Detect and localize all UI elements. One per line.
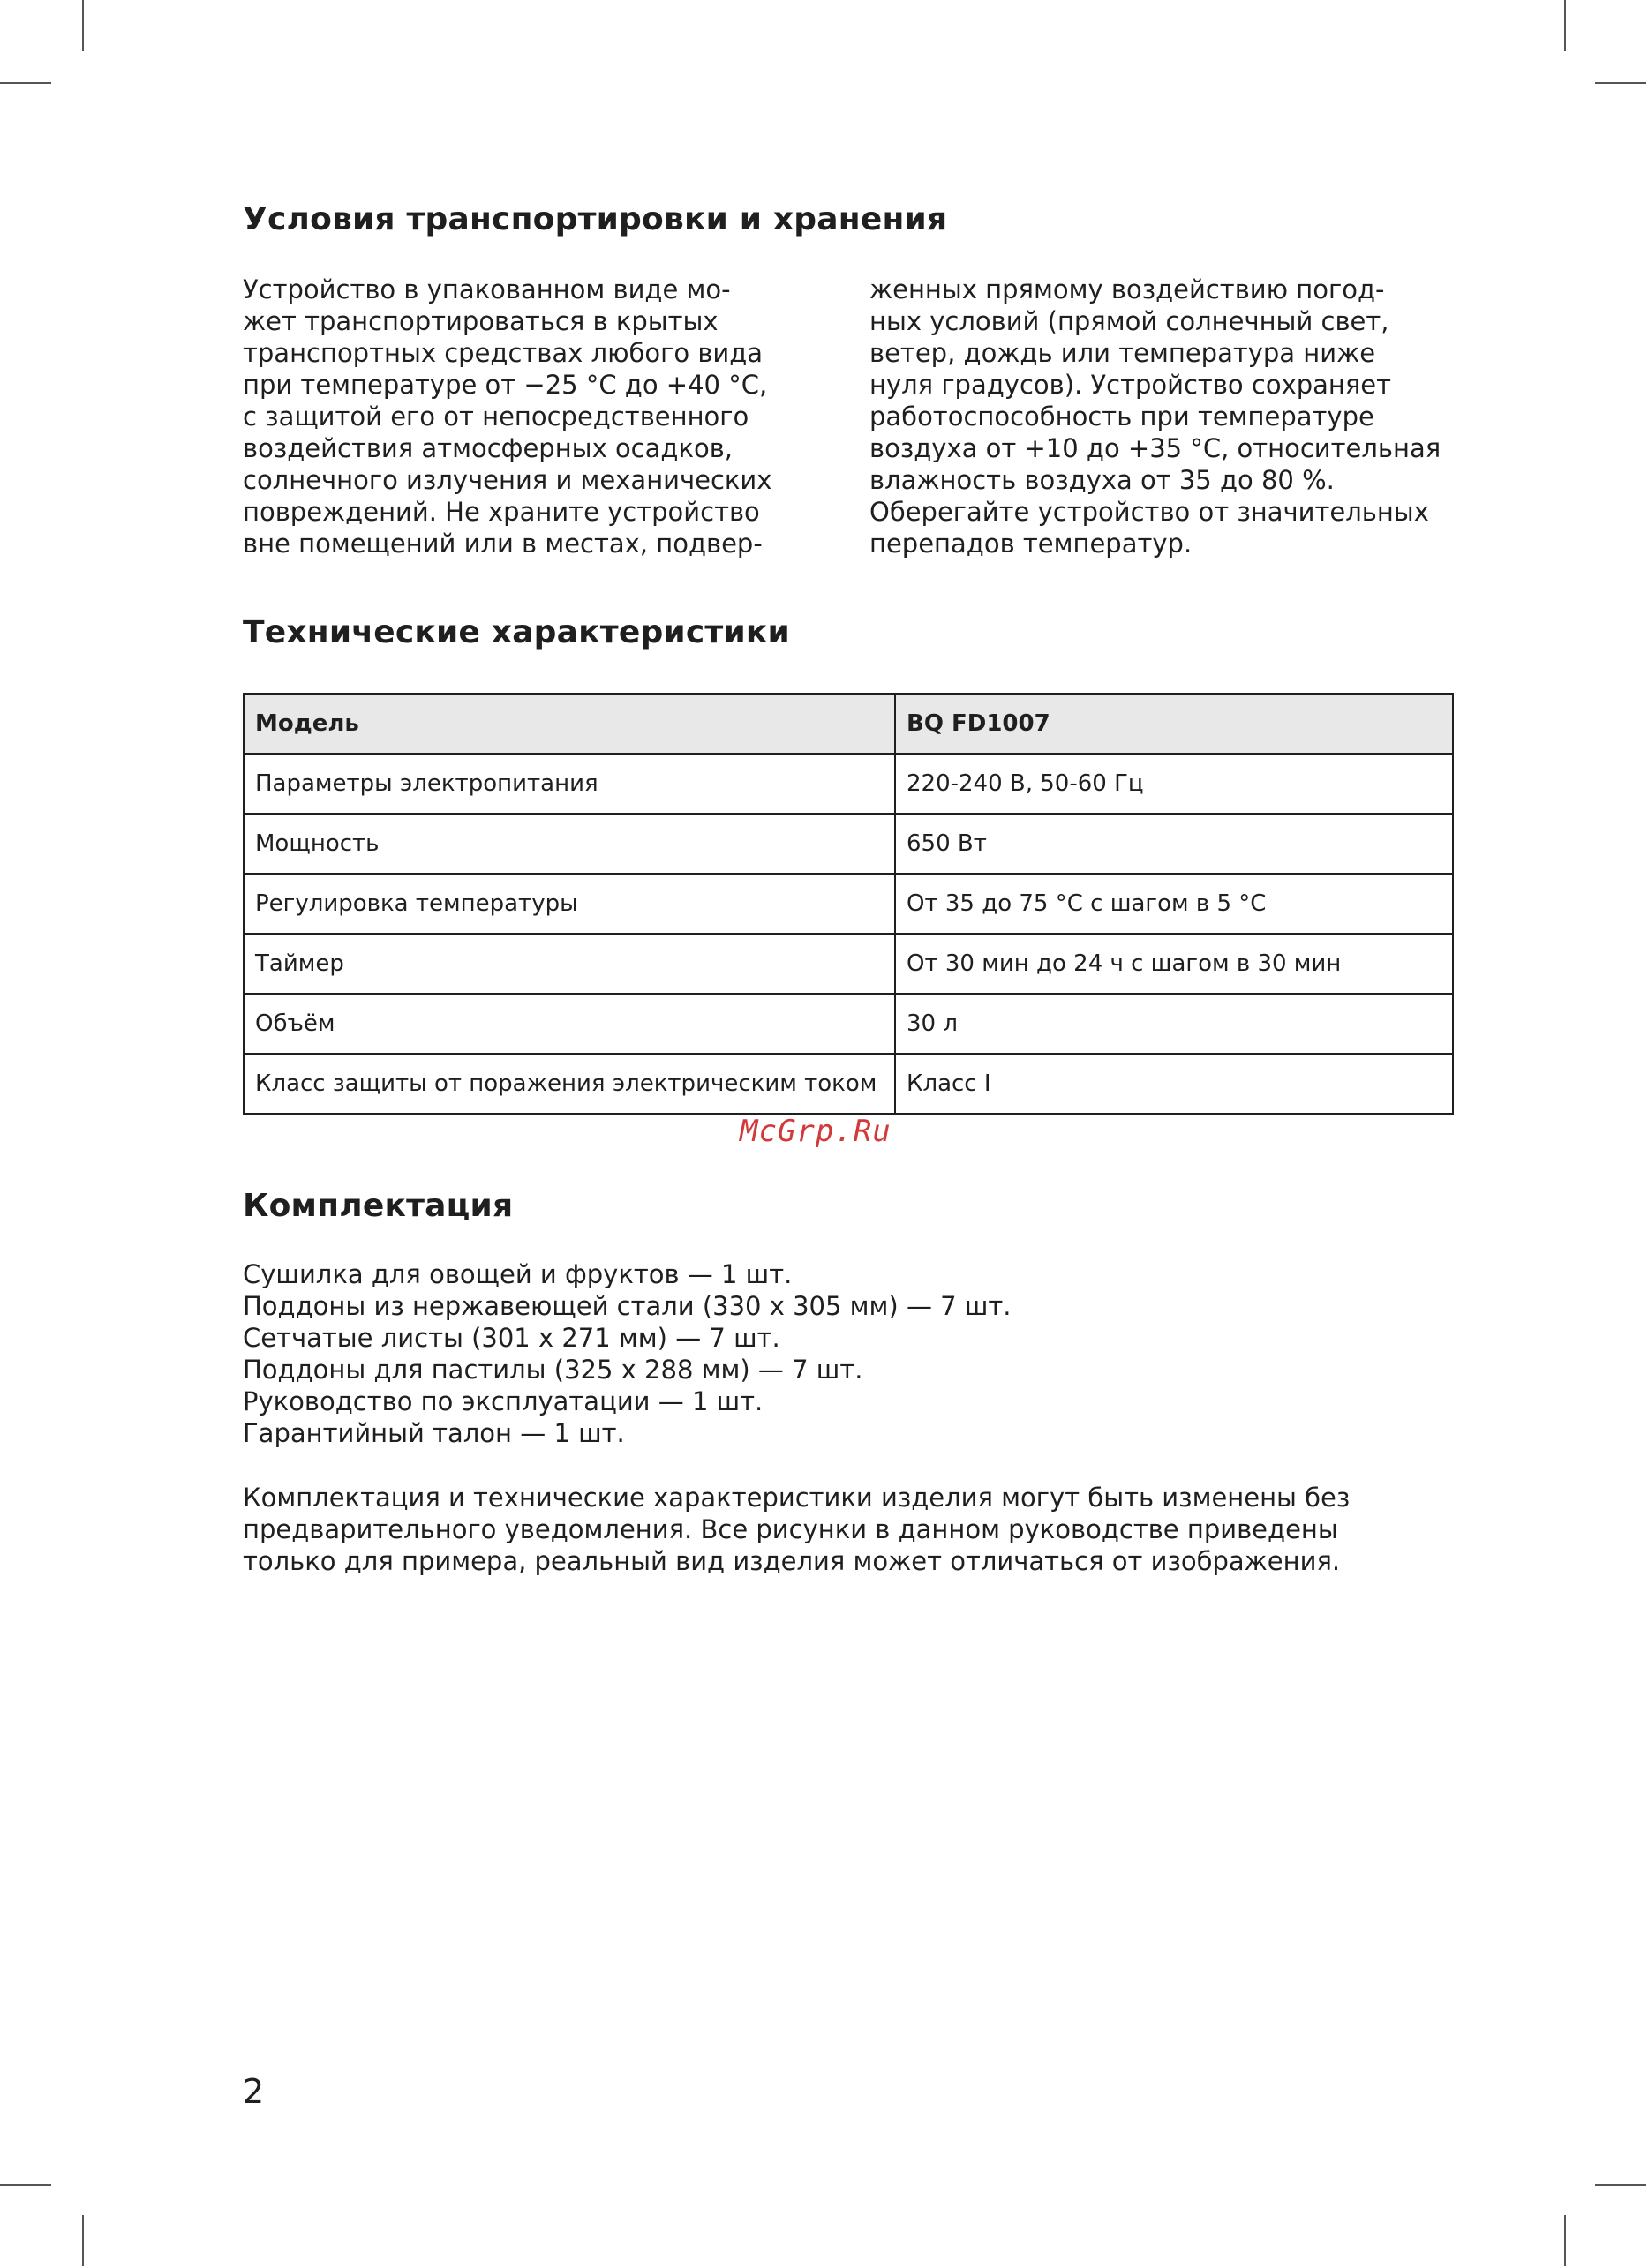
table-row: [244, 754, 1453, 814]
table-cell: Объём: [244, 994, 895, 1054]
table-cell: Параметры электропитания: [244, 754, 895, 814]
table-cell: От 30 мин до 24 ч с шагом в 30 мин: [895, 934, 1453, 994]
text-line: предварительного уведомления. Все рисунки в данном руководстве приведены: [243, 1514, 1338, 1544]
text-line: перепадов температур.: [869, 529, 1193, 559]
text-line: работоспособность при температуре: [869, 402, 1374, 432]
package-list: [243, 1258, 1012, 1449]
text-line: Устройство в упакованном виде мо-: [243, 274, 731, 304]
list-item: Гарантийный талон — 1 шт.: [243, 1418, 625, 1448]
specs-heading: Технические характеристики: [243, 614, 790, 650]
table-row: [244, 814, 1453, 874]
text-line: нуля градусов). Устройство сохраняет: [869, 370, 1392, 400]
storage-heading: Условия транспортировки и хранения: [243, 201, 948, 237]
table-cell: BQ FD1007: [895, 694, 1453, 754]
crop-mark: [82, 0, 84, 51]
list-item: Поддоны для пастилы (325 x 288 мм) — 7 шт.: [243, 1355, 863, 1385]
watermark: McGrp.Ru: [740, 1114, 892, 1149]
crop-mark: [82, 2215, 84, 2266]
text-line: ветер, дождь или температура ниже: [869, 338, 1376, 368]
text-line: солнечного излучения и механических: [243, 465, 772, 495]
table-header-row: [244, 694, 1453, 754]
table-cell: Таймер: [244, 934, 895, 994]
crop-mark: [1595, 82, 1646, 84]
text-line: женных прямому воздействию погод-: [869, 274, 1385, 304]
storage-column-2: [869, 274, 1441, 559]
text-line: при температуре от −25 °C до +40 °C,: [243, 370, 768, 400]
text-line: воздействия атмосферных осадков,: [243, 433, 734, 463]
crop-mark: [1595, 2184, 1646, 2186]
text-line: воздуха от +10 до +35 °C, относительная: [869, 433, 1441, 463]
table-row: [244, 1054, 1453, 1114]
table-cell: 650 Вт: [895, 814, 1453, 874]
text-line: Комплектация и технические характеристики изделия могут быть изменены без: [243, 1483, 1351, 1513]
text-line: вне помещений или в местах, подвер-: [243, 529, 763, 559]
list-item: Руководство по эксплуатации — 1 шт.: [243, 1386, 764, 1416]
list-item: Сетчатые листы (301 x 271 мм) — 7 шт.: [243, 1323, 780, 1353]
text-line: повреждений. Не храните устройство: [243, 497, 760, 527]
table-row: [244, 994, 1453, 1054]
list-item: Поддоны из нержавеющей стали (330 x 305 мм) — 7 шт.: [243, 1291, 1012, 1321]
text-line: транспортных средствах любого вида: [243, 338, 764, 368]
table-cell: Модель: [244, 694, 895, 754]
text-line: с защитой его от непосредственного: [243, 402, 749, 432]
crop-mark: [1564, 2215, 1566, 2266]
table-cell: Регулировка температуры: [244, 874, 895, 934]
text-line: жет транспортироваться в крытых: [243, 306, 719, 336]
package-note: [243, 1482, 1350, 1577]
table-cell: 30 л: [895, 994, 1453, 1054]
crop-mark: [0, 82, 51, 84]
table-row: [244, 934, 1453, 994]
table-cell: Мощность: [244, 814, 895, 874]
table-cell: От 35 до 75 °C с шагом в 5 °C: [895, 874, 1453, 934]
table-row: [244, 874, 1453, 934]
text-line: Оберегайте устройство от значительных: [869, 497, 1429, 527]
text-line: ных условий (прямой солнечный свет,: [869, 306, 1389, 336]
crop-mark: [0, 2184, 51, 2186]
text-line: только для примера, реальный вид изделия может отличаться от изображения.: [243, 1546, 1341, 1576]
page-number: 2: [243, 2072, 265, 2111]
text-line: влажность воздуха от 35 до 80 %.: [869, 465, 1335, 495]
table-cell: 220-240 В, 50-60 Гц: [895, 754, 1453, 814]
package-heading: Комплектация: [243, 1188, 514, 1224]
crop-mark: [1564, 0, 1566, 51]
table-cell: Класс защиты от поражения электрическим током: [244, 1054, 895, 1114]
storage-column-1: [243, 274, 771, 559]
specs-table: [243, 693, 1454, 1115]
list-item: Сушилка для овощей и фруктов — 1 шт.: [243, 1259, 793, 1289]
table-cell: Класс I: [895, 1054, 1453, 1114]
